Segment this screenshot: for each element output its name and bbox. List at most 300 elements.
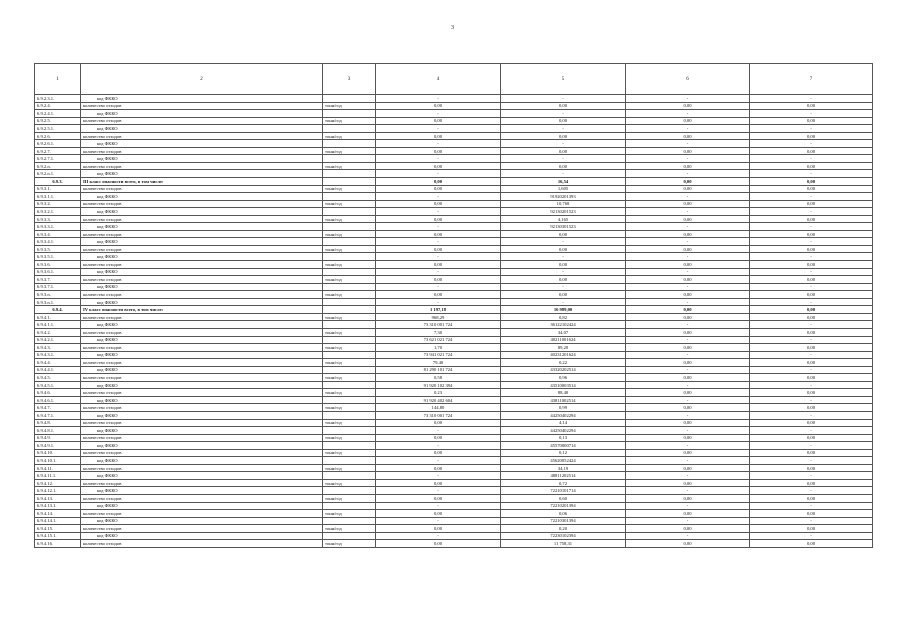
row-description: код ФККО (81, 532, 323, 540)
value-col-6: 0,00 (626, 328, 750, 336)
value-col-6: 0,00 (626, 434, 750, 442)
row-description: количество отходов (81, 449, 323, 457)
table-row (35, 291, 873, 299)
value-col-4: 0,00 (376, 117, 501, 125)
value-col-7: 0,00 (750, 178, 873, 186)
value-col-5: 40211001624 (501, 336, 626, 344)
value-col-4: - (376, 170, 501, 178)
table-row (35, 540, 873, 548)
row-description: количество отходов (81, 328, 323, 336)
value-col-7: - (750, 208, 873, 216)
table-row (35, 442, 873, 450)
row-description: код ФККО (81, 411, 323, 419)
row-number: 6.9.3.7. (35, 276, 81, 284)
row-description: количество отходов (81, 419, 323, 427)
value-col-7: 0,00 (750, 132, 873, 140)
row-number: 6.9.4.1.1. (35, 321, 81, 329)
row-description: код ФККО (81, 442, 323, 450)
value-col-7: 0,00 (750, 449, 873, 457)
row-unit: тонн/год (323, 185, 376, 193)
row-description: код ФККО (81, 457, 323, 465)
value-col-7: 0,00 (750, 419, 873, 427)
row-number: 6.9.2.n. (35, 162, 81, 170)
value-col-7: - (750, 517, 873, 525)
value-col-5: - (501, 110, 626, 118)
table-header-row (35, 64, 873, 95)
row-unit (323, 487, 376, 495)
value-col-7: 0,00 (750, 434, 873, 442)
table-row (35, 328, 873, 336)
value-col-6: 0,00 (626, 344, 750, 352)
row-number: 6.9.2.7.1. (35, 155, 81, 163)
value-col-5: 0,00 (501, 291, 626, 299)
value-col-6: - (626, 442, 750, 450)
value-col-5: 1,605 (501, 185, 626, 193)
row-number: 6.9.4.9. (35, 434, 81, 442)
row-description: количество отходов (81, 200, 323, 208)
column-header: 3 (323, 64, 376, 95)
row-number: 6.9.3.4. (35, 230, 81, 238)
value-col-7: - (750, 268, 873, 276)
value-col-5: 4,14 (501, 419, 626, 427)
row-number: 6.9.4.7. (35, 404, 81, 412)
row-number: 6.9.4.2.1. (35, 336, 81, 344)
row-number: 6.9.3.1. (35, 185, 81, 193)
row-unit (323, 306, 376, 314)
row-description: количество отходов (81, 374, 323, 382)
value-col-5: 88,40 (501, 389, 626, 397)
value-col-6: 0,00 (626, 404, 750, 412)
row-unit: тонн/год (323, 313, 376, 321)
value-col-7: - (750, 155, 873, 163)
row-description: количество отходов (81, 147, 323, 155)
row-number: 6.9.4.12.1. (35, 487, 81, 495)
row-unit (323, 381, 376, 389)
row-number: 6.9.4.10.1. (35, 457, 81, 465)
row-number: 6.9.2.6. (35, 132, 81, 140)
row-description: код ФККО (81, 155, 323, 163)
value-col-7: 0,00 (750, 147, 873, 155)
value-col-7: - (750, 336, 873, 344)
row-number: 6.9.4.5. (35, 374, 81, 382)
value-col-4: 73 941 021 724 (376, 351, 501, 359)
row-number: 6.9.4.7.1. (35, 411, 81, 419)
row-number: 6.9.4.8. (35, 419, 81, 427)
row-unit (323, 155, 376, 163)
row-description: количество отходов (81, 525, 323, 533)
value-col-7: 0,00 (750, 494, 873, 502)
value-col-7: 0,00 (750, 261, 873, 269)
table-row (35, 283, 873, 291)
row-unit (323, 95, 376, 103)
value-col-5: 34,19 (501, 464, 626, 472)
value-col-5: 10,768 (501, 200, 626, 208)
row-unit: тонн/год (323, 276, 376, 284)
row-number: 6.9.4.14. (35, 510, 81, 518)
value-col-7: 0,00 (750, 162, 873, 170)
row-unit (323, 178, 376, 186)
value-col-4: - (376, 155, 501, 163)
row-description: количество отходов (81, 261, 323, 269)
value-col-5: 0,06 (501, 510, 626, 518)
row-unit: тонн/год (323, 510, 376, 518)
value-col-6: - (626, 193, 750, 201)
row-description: количество отходов (81, 494, 323, 502)
value-col-7: 0,00 (750, 328, 873, 336)
value-col-6: 0,00 (626, 162, 750, 170)
value-col-5: 0,00 (501, 117, 626, 125)
table-row (35, 457, 873, 465)
row-unit: тонн/год (323, 132, 376, 140)
value-col-4: 73 310 001 724 (376, 411, 501, 419)
table-row (35, 359, 873, 367)
value-col-5: 0,96 (501, 374, 626, 382)
value-col-6: 0,00 (626, 178, 750, 186)
row-number: 6.9.4.3. (35, 344, 81, 352)
value-col-4: - (376, 140, 501, 148)
value-col-6: 0,00 (626, 389, 750, 397)
table-row (35, 298, 873, 306)
table-row (35, 223, 873, 231)
table-row (35, 200, 873, 208)
value-col-6: 0,00 (626, 132, 750, 140)
value-col-6: - (626, 283, 750, 291)
row-description: код ФККО (81, 427, 323, 435)
row-number: 6.9.4.4. (35, 359, 81, 367)
value-col-4: 0,00 (376, 525, 501, 533)
value-col-4: 0,00 (376, 185, 501, 193)
value-col-7: - (750, 193, 873, 201)
row-unit: тонн/год (323, 291, 376, 299)
table-row (35, 306, 873, 314)
value-col-4: - (376, 502, 501, 510)
row-description: код ФККО (81, 517, 323, 525)
table-row (35, 487, 873, 495)
value-col-4: 0,00 (376, 464, 501, 472)
value-col-4: 0,00 (376, 245, 501, 253)
value-col-5: - (501, 155, 626, 163)
table-row (35, 117, 873, 125)
value-col-5: 0,22 (501, 359, 626, 367)
table-row (35, 185, 873, 193)
value-col-6: - (626, 125, 750, 133)
value-col-7: - (750, 283, 873, 291)
row-description: количество отходов (81, 404, 323, 412)
table-row (35, 147, 873, 155)
row-number: 6.9.4.3.1. (35, 351, 81, 359)
row-unit: тонн/год (323, 525, 376, 533)
row-unit (323, 532, 376, 540)
table-row (35, 532, 873, 540)
row-unit: тонн/год (323, 215, 376, 223)
value-col-4: 0,58 (376, 374, 501, 382)
value-col-6: 0,00 (626, 306, 750, 314)
value-col-5: 34,07 (501, 328, 626, 336)
value-col-4: 73 310 001 724 (376, 321, 501, 329)
table-row (35, 396, 873, 404)
row-description: количество отходов (81, 162, 323, 170)
row-description: количество отходов (81, 132, 323, 140)
value-col-5: 0,00 (501, 245, 626, 253)
value-col-7: - (750, 110, 873, 118)
row-number: 6.9.3.3. (35, 215, 81, 223)
row-unit (323, 396, 376, 404)
value-col-7: 0,00 (750, 117, 873, 125)
row-number: 6.9.4.16. (35, 540, 81, 548)
value-col-7: - (750, 170, 873, 178)
table-row (35, 170, 873, 178)
row-unit: тонн/год (323, 328, 376, 336)
value-col-6: - (626, 427, 750, 435)
row-description: код ФККО (81, 321, 323, 329)
row-unit: тонн/год (323, 230, 376, 238)
row-description: количество отходов (81, 464, 323, 472)
row-description: код ФККО (81, 396, 323, 404)
table-row (35, 321, 873, 329)
value-col-7: 0,00 (750, 276, 873, 284)
value-col-4: 1 197,18 (376, 306, 501, 314)
row-number: 6.9.3.5. (35, 245, 81, 253)
value-col-6: - (626, 140, 750, 148)
row-number: 6.9.3.6. (35, 261, 81, 269)
row-number: 6.9.3.1.1. (35, 193, 81, 201)
value-col-4: 0,00 (376, 510, 501, 518)
row-unit: тонн/год (323, 479, 376, 487)
table-row (35, 140, 873, 148)
value-col-4: - (376, 110, 501, 118)
table-row (35, 313, 873, 321)
value-col-5: 43510003514 (501, 381, 626, 389)
value-col-7: - (750, 351, 873, 359)
row-description: количество отходов (81, 479, 323, 487)
row-number: 6.9.4.15.1. (35, 532, 81, 540)
row-description: код ФККО (81, 381, 323, 389)
value-col-7: 0,00 (750, 464, 873, 472)
row-unit (323, 502, 376, 510)
value-col-7: - (750, 140, 873, 148)
value-col-4: 0,00 (376, 215, 501, 223)
table-row (35, 517, 873, 525)
value-col-4: 144,80 (376, 404, 501, 412)
row-unit: тонн/год (323, 359, 376, 367)
value-col-5: - (501, 125, 626, 133)
value-col-6: - (626, 223, 750, 231)
value-col-5: 0,00 (501, 261, 626, 269)
value-col-5: 16 989,00 (501, 306, 626, 314)
row-number: 6.9.4.13.1. (35, 502, 81, 510)
row-number: 6.9.4.14.1. (35, 517, 81, 525)
row-number: 6.9.4.6. (35, 389, 81, 397)
value-col-7: 0,00 (750, 389, 873, 397)
value-col-5: 0,00 (501, 162, 626, 170)
value-col-6: - (626, 366, 750, 374)
row-unit (323, 351, 376, 359)
value-col-5: 44250402294 (501, 411, 626, 419)
row-description: количество отходов (81, 510, 323, 518)
row-description: количество отходов (81, 102, 323, 110)
value-col-6: - (626, 155, 750, 163)
value-col-5: 92130201523 (501, 208, 626, 216)
value-col-5: 72210201394 (501, 502, 626, 510)
row-number: 6.9.3.5.1. (35, 253, 81, 261)
row-description: код ФККО (81, 283, 323, 291)
value-col-7: - (750, 95, 873, 103)
table-row (35, 404, 873, 412)
value-col-7: - (750, 321, 873, 329)
row-unit: тонн/год (323, 261, 376, 269)
value-col-7: - (750, 238, 873, 246)
row-description: количество отходов (81, 540, 323, 548)
value-col-5: 72210301394 (501, 517, 626, 525)
row-number: 6.9.4.13. (35, 494, 81, 502)
value-col-7: 0,00 (750, 306, 873, 314)
value-col-7: - (750, 223, 873, 231)
table-row (35, 102, 873, 110)
row-unit (323, 238, 376, 246)
value-col-6: - (626, 208, 750, 216)
value-col-6: 0,00 (626, 147, 750, 155)
value-col-6: 0,00 (626, 479, 750, 487)
value-col-4: - (376, 208, 501, 216)
value-col-6: 0,00 (626, 276, 750, 284)
value-col-4: - (376, 298, 501, 306)
row-number: 6.9.3.4.1. (35, 238, 81, 246)
value-col-6: 0,00 (626, 215, 750, 223)
value-col-4: 73 621 021 724 (376, 336, 501, 344)
table-row (35, 276, 873, 284)
value-col-6: 0,00 (626, 313, 750, 321)
value-col-4: 0,00 (376, 494, 501, 502)
value-col-4: - (376, 238, 501, 246)
row-unit: тонн/год (323, 344, 376, 352)
column-header: 5 (501, 64, 626, 95)
value-col-5: 0,00 (501, 132, 626, 140)
row-number: 6.9.3. (35, 178, 81, 186)
row-number: 6.9.4.8.1. (35, 427, 81, 435)
value-col-6: 0,00 (626, 419, 750, 427)
row-number: 6.9.3.7.1. (35, 283, 81, 291)
column-header: 7 (750, 64, 873, 95)
row-number: 6.9.3.2.1. (35, 208, 81, 216)
row-description: количество отходов (81, 245, 323, 253)
value-col-7: - (750, 366, 873, 374)
table-row (35, 253, 873, 261)
table-row (35, 464, 873, 472)
row-description: код ФККО (81, 336, 323, 344)
value-col-6: 0,00 (626, 510, 750, 518)
row-unit: тонн/год (323, 434, 376, 442)
value-col-6: - (626, 457, 750, 465)
value-col-7: 0,00 (750, 230, 873, 238)
row-description: код ФККО (81, 208, 323, 216)
row-description: количество отходов (81, 434, 323, 442)
value-col-6: - (626, 396, 750, 404)
row-unit (323, 427, 376, 435)
value-col-4: - (376, 95, 501, 103)
row-unit (323, 298, 376, 306)
row-unit: тонн/год (323, 117, 376, 125)
value-col-4: 0,00 (376, 178, 501, 186)
value-col-6: 0,00 (626, 245, 750, 253)
table-row (35, 261, 873, 269)
table-row (35, 351, 873, 359)
table-row (35, 449, 873, 457)
column-header: 4 (376, 64, 501, 95)
value-col-4: 0,00 (376, 449, 501, 457)
value-col-5: 0,00 (501, 276, 626, 284)
value-col-6: 0,00 (626, 540, 750, 548)
value-col-7: 0,00 (750, 525, 873, 533)
table-row (35, 215, 873, 223)
row-description: код ФККО (81, 193, 323, 201)
value-col-5: - (501, 253, 626, 261)
row-description: количество отходов (81, 276, 323, 284)
value-col-6: - (626, 170, 750, 178)
table-row (35, 95, 873, 103)
row-description: количество отходов (81, 359, 323, 367)
value-col-5: 45570000714 (501, 442, 626, 450)
row-number: 6.9.2.7. (35, 147, 81, 155)
value-col-4: 1,70 (376, 344, 501, 352)
table-row (35, 155, 873, 163)
value-col-6: 0,00 (626, 464, 750, 472)
row-number: 6.9.3.3.1. (35, 223, 81, 231)
value-col-4: 0,00 (376, 276, 501, 284)
value-col-6: - (626, 268, 750, 276)
value-col-7: 0,00 (750, 540, 873, 548)
row-description: код ФККО (81, 110, 323, 118)
table-row (35, 434, 873, 442)
value-col-4: - (376, 427, 501, 435)
row-number: 6.9.2.5.1. (35, 125, 81, 133)
value-col-7: - (750, 381, 873, 389)
value-col-4: 0,00 (376, 102, 501, 110)
value-col-4: - (376, 457, 501, 465)
page-number: 3 (451, 25, 454, 31)
value-col-4: 7,30 (376, 328, 501, 336)
row-description: количество отходов (81, 117, 323, 125)
value-col-7: - (750, 442, 873, 450)
value-col-4: - (376, 517, 501, 525)
value-col-5: - (501, 95, 626, 103)
value-col-6: - (626, 110, 750, 118)
row-number: 6.9.4.9.1. (35, 442, 81, 450)
row-unit (323, 268, 376, 276)
value-col-5: 72210101714 (501, 487, 626, 495)
value-col-6: - (626, 411, 750, 419)
table-row (35, 419, 873, 427)
value-col-5: 36122102424 (501, 321, 626, 329)
value-col-7: - (750, 411, 873, 419)
row-unit: тонн/год (323, 449, 376, 457)
row-unit: тонн/год (323, 162, 376, 170)
row-unit: тонн/год (323, 374, 376, 382)
row-number: 6.9.4.5.1. (35, 381, 81, 389)
row-number: 6.9.4.4.1. (35, 366, 81, 374)
table-row (35, 510, 873, 518)
table-row (35, 389, 873, 397)
value-col-4: 0,23 (376, 389, 501, 397)
table-row (35, 366, 873, 374)
value-col-6: - (626, 253, 750, 261)
row-description: код ФККО (81, 351, 323, 359)
value-col-5: 11 758,31 (501, 540, 626, 548)
value-col-5: 89,20 (501, 344, 626, 352)
row-description: код ФККО (81, 253, 323, 261)
row-number: 6.9.4. (35, 306, 81, 314)
value-col-4: 0,00 (376, 434, 501, 442)
row-description: количество отходов (81, 291, 323, 299)
